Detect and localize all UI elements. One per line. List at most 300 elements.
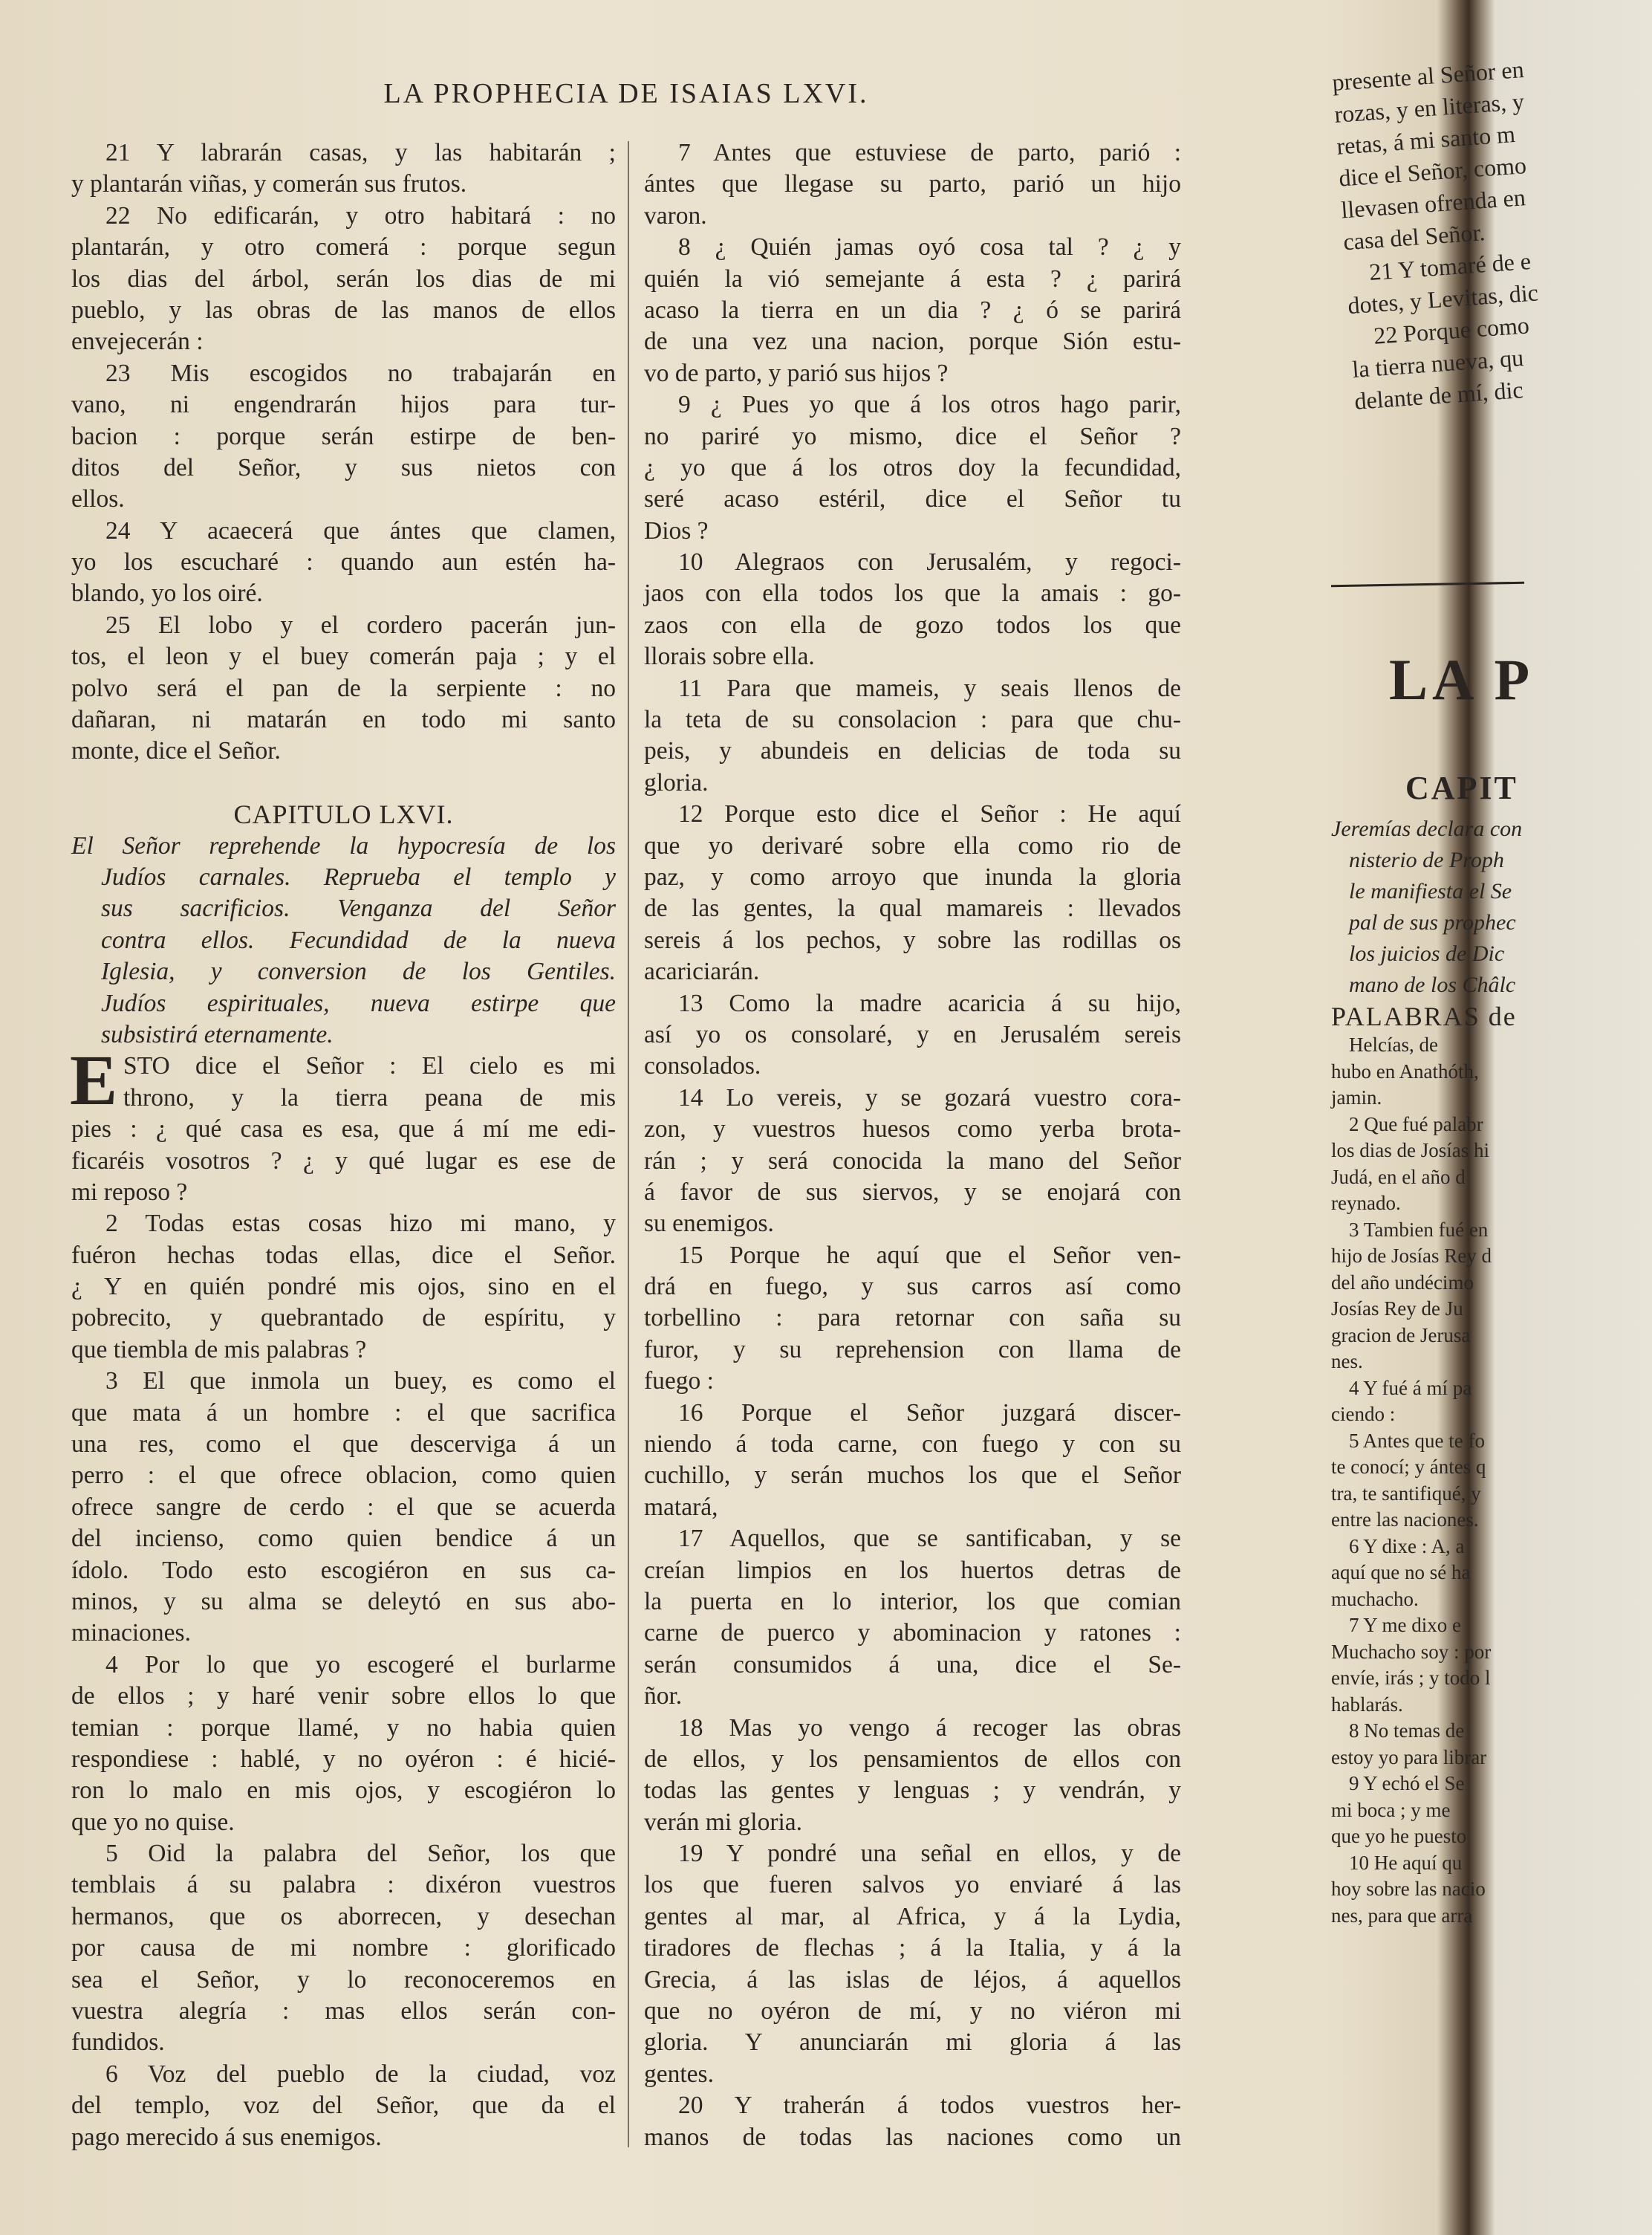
text-line: te conocí; y ántes q xyxy=(1331,1456,1486,1478)
line-text: hermanos, que os aborrecen, y desechan xyxy=(71,1902,616,1930)
text-line xyxy=(71,389,616,421)
text-line xyxy=(644,893,1181,924)
line-text: Iglesia, y conversion de los Gentiles. xyxy=(101,958,616,986)
text-line xyxy=(644,484,1181,515)
blank-line xyxy=(71,768,616,799)
line-text: la puerta en lo interior, los que comian xyxy=(644,1587,1181,1615)
text-line: dotes, y Levitas, dic xyxy=(1347,279,1539,319)
line-text: ditos del Señor, y sus nietos con xyxy=(71,453,616,481)
line-text: furor, y su reprehension con llama de xyxy=(644,1335,1181,1363)
line-text: fuéron hechas todas ellas, dice el Señor. xyxy=(71,1241,616,1269)
line-text: ¿ Y en quién pondré mis ojos, sino en el xyxy=(71,1273,616,1301)
text-line: 2 Que fué palabr xyxy=(1349,1112,1483,1135)
line-text: gentes. xyxy=(644,2060,714,2088)
text-line xyxy=(644,1271,1181,1303)
text-line xyxy=(644,1744,1181,1775)
line-text: quién la vió semejante á esta ? ¿ parirá xyxy=(644,265,1181,293)
line-text: Judíos carnales. Reprueba el templo y xyxy=(101,863,616,891)
text-line: rozas, y en literas, y xyxy=(1333,88,1526,128)
text-line: entre las naciones. xyxy=(1331,1508,1479,1531)
line-text: consolados. xyxy=(644,1052,761,1080)
line-text: mi reposo ? xyxy=(71,1178,188,1206)
text-line xyxy=(71,452,616,484)
text-line xyxy=(644,326,1181,357)
book-title: LA P xyxy=(1389,647,1535,712)
line-text: ofrece sangre de cerdo : el que se acuerda xyxy=(71,1493,616,1521)
line-text: respondiese : hablé, y no oyéron : é hicié- xyxy=(71,1745,616,1773)
line-text: verán mi gloria. xyxy=(644,1808,803,1836)
line-text: 15 Porque he aquí que el Señor ven- xyxy=(678,1241,1181,1269)
text-line: envíe, irás ; y todo l xyxy=(1331,1667,1491,1689)
text-line xyxy=(71,1460,616,1491)
text-line xyxy=(71,1901,616,1933)
line-text: por causa de mi nombre : glorificado xyxy=(71,1934,616,1962)
line-text: dañaran, ni matarán en todo mi santo xyxy=(71,706,616,734)
line-text: que mata á un hombre : el que sacrifica xyxy=(71,1398,616,1427)
text-line xyxy=(71,295,616,326)
text-line xyxy=(71,1996,616,2027)
text-line xyxy=(644,1586,1181,1618)
line-text: del templo, voz del Señor, que da el xyxy=(71,2092,616,2120)
line-text: 23 Mis escogidos no trabajarán en xyxy=(105,359,616,387)
text-line: gracion de Jerusa xyxy=(1331,1323,1471,1346)
text-line xyxy=(71,1146,616,1177)
text-line xyxy=(71,1366,616,1397)
text-line xyxy=(644,768,1181,799)
text-line xyxy=(71,1713,616,1744)
chapter-summary-line xyxy=(71,925,616,956)
text-line xyxy=(71,1618,616,1649)
text-line xyxy=(644,1523,1181,1554)
text-line xyxy=(644,736,1181,767)
text-line xyxy=(71,1492,616,1523)
line-text: que yo derivaré sobre ella como rio de xyxy=(644,831,1181,860)
line-text: no pariré yo mismo, dice el Señor ? xyxy=(644,422,1181,450)
text-line xyxy=(644,862,1181,893)
line-text: serán consumidos á una, dice el Se- xyxy=(644,1650,1181,1678)
line-text: llorais sobre ella. xyxy=(644,643,815,671)
line-text: gentes al mar, al Africa, y á la Lydia, xyxy=(644,1902,1181,1930)
text-line xyxy=(644,1083,1181,1114)
text-line xyxy=(644,1807,1181,1838)
line-text: polvo será el pan de la serpiente : no xyxy=(71,674,616,702)
text-line xyxy=(644,641,1181,672)
text-line xyxy=(71,1240,616,1271)
text-line xyxy=(71,1429,616,1460)
chapter-summary-line xyxy=(71,831,616,862)
line-text: 16 Porque el Señor juzgará discer- xyxy=(678,1398,1181,1427)
text-line: 5 Antes que te fo xyxy=(1349,1429,1485,1452)
text-line xyxy=(71,421,616,452)
line-text: Dios ? xyxy=(644,516,709,545)
line-text: envejecerán : xyxy=(71,328,204,356)
line-text: pies : ¿ qué casa es esa, que á mí me edi- xyxy=(71,1115,616,1144)
facing-page-body xyxy=(1331,814,1628,1929)
text-line xyxy=(644,547,1181,578)
line-text: vano, ni engendrarán hijos para tur- xyxy=(71,391,616,419)
line-text: pueblo, y las obras de las manos de ellos xyxy=(71,296,616,324)
line-text: ficaréis vosotros ? ¿ y qué lugar es ese de xyxy=(71,1146,616,1175)
text-line: casa del Señor. xyxy=(1342,218,1486,256)
text-line xyxy=(71,704,616,736)
text-line xyxy=(71,1775,616,1806)
text-line xyxy=(644,610,1181,641)
line-text: de una vez una nacion, porque Sión estu- xyxy=(644,328,1181,356)
line-text: Grecia, á las islas de léjos, á aquellos xyxy=(644,1965,1181,1994)
text-line: Judá, en el año d xyxy=(1331,1165,1466,1188)
chapter-summary-line xyxy=(71,862,616,893)
line-text: 3 El que inmola un buey, es como el xyxy=(105,1367,616,1395)
line-text: vuestra alegría : mas ellos serán con- xyxy=(71,1997,616,2025)
text-line xyxy=(71,137,616,169)
line-text: 20 Y traherán á todos vuestros her- xyxy=(678,2092,1181,2120)
line-text: gloria. Y anunciarán mi gloria á las xyxy=(644,2028,1181,2057)
line-text: ron lo malo en mis ojos, y escogiéron lo xyxy=(71,1777,616,1805)
line-text: sus sacrificios. Venganza del Señor xyxy=(101,895,616,923)
text-line xyxy=(644,956,1181,987)
line-text: acaso la tierra en un dia ? ¿ ó se parirá xyxy=(644,296,1181,324)
text-line xyxy=(71,610,616,641)
line-text: los que fueren salvos yo enviaré á las xyxy=(644,1871,1181,1899)
line-text: varon. xyxy=(644,201,707,230)
text-line xyxy=(644,1240,1181,1271)
text-line xyxy=(644,421,1181,452)
text-line xyxy=(644,831,1181,862)
text-line xyxy=(644,578,1181,609)
line-text: fundidos. xyxy=(71,2028,165,2057)
line-text: bacion : porque serán estirpe de ben- xyxy=(71,422,616,450)
line-text: paz, y como arroyo que inunda la gloria xyxy=(644,863,1181,891)
text-line: muchacho. xyxy=(1331,1587,1419,1610)
text-line xyxy=(71,169,616,200)
text-line: 6 Y dixe : A, a xyxy=(1349,1534,1465,1557)
line-text: tos, el leon y el buey comerán paja ; y el xyxy=(71,643,616,671)
text-line: presente al Señor en xyxy=(1331,55,1525,96)
line-text: temblais á su palabra : dixéron vuestros xyxy=(71,1871,616,1899)
text-line xyxy=(644,1429,1181,1460)
text-line: hablarás. xyxy=(1331,1693,1403,1716)
text-line xyxy=(644,1051,1181,1082)
line-text: 24 Y acaecerá que ántes que clamen, xyxy=(105,516,616,545)
line-text: 12 Porque esto dice el Señor : He aquí xyxy=(678,800,1181,828)
chapter-summary-line: pal de sus prophec xyxy=(1349,910,1516,935)
line-text: blando, yo los oiré. xyxy=(71,580,263,608)
text-line xyxy=(71,547,616,578)
text-line: hubo en Anathóth, xyxy=(1331,1060,1479,1083)
text-line xyxy=(71,484,616,515)
text-line xyxy=(644,1492,1181,1523)
line-text: matará, xyxy=(644,1493,718,1521)
line-text: que tiembla de mis palabras ? xyxy=(71,1335,367,1363)
line-text: que yo no quise. xyxy=(71,1808,235,1836)
text-line xyxy=(644,452,1181,484)
text-line xyxy=(644,1838,1181,1869)
chapter-heading: CAPITULO LXVI. xyxy=(233,799,454,830)
text-line xyxy=(71,673,616,704)
line-text: throno, y la tierra peana de mis xyxy=(123,1083,616,1112)
text-line xyxy=(71,641,616,672)
text-line: llevasen ofrenda en xyxy=(1340,184,1526,224)
line-text: torbellino : para retornar con saña su xyxy=(644,1304,1181,1332)
text-line xyxy=(644,1996,1181,2027)
text-line: Josías Rey de Ju xyxy=(1331,1297,1463,1320)
text-line xyxy=(644,1869,1181,1901)
text-line xyxy=(644,2059,1181,2090)
line-text: 4 Por lo que yo escogeré el burlarme xyxy=(105,1650,616,1678)
line-text: ¿ yo que á los otros doy la fecundidad, xyxy=(644,453,1181,481)
text-line xyxy=(71,736,616,767)
section-rule xyxy=(1331,582,1524,588)
text-line xyxy=(644,1366,1181,1397)
text-line xyxy=(644,1114,1181,1145)
text-line: dice el Señor, como xyxy=(1338,152,1527,192)
text-line xyxy=(644,1177,1181,1208)
line-text: yo los escucharé : quando aun estén ha- xyxy=(71,548,616,577)
chapter-summary-line xyxy=(71,956,616,987)
text-line: 9 Y echó el Se xyxy=(1349,1772,1465,1794)
chapter-summary-line xyxy=(71,988,616,1019)
text-line xyxy=(71,1807,616,1838)
text-line xyxy=(71,1586,616,1618)
line-text: peis, y abundeis en delicias de toda su xyxy=(644,737,1181,765)
text-line xyxy=(71,358,616,389)
text-line xyxy=(644,389,1181,421)
text-line xyxy=(71,1650,616,1681)
text-line xyxy=(71,1303,616,1334)
line-text: rán ; y será conocida la mano del Señor xyxy=(644,1146,1181,1175)
text-line xyxy=(644,1555,1181,1586)
text-line xyxy=(644,673,1181,704)
text-line: jamin. xyxy=(1331,1086,1382,1109)
line-text: á favor de sus siervos, y se enojará con xyxy=(644,1178,1181,1206)
text-line: ciendo : xyxy=(1331,1403,1396,1425)
line-text: 21 Y labrarán casas, y las habitarán ; xyxy=(105,139,616,166)
line-text: jaos con ella todos los que la amais : go- xyxy=(644,580,1181,608)
text-line xyxy=(71,516,616,547)
line-text: 7 Antes que estuviese de parto, parió : xyxy=(678,139,1181,166)
text-line xyxy=(71,1838,616,1869)
line-text: 6 Voz del pueblo de la ciudad, voz xyxy=(105,2060,616,2088)
line-text: los dias del árbol, serán los dias de mi xyxy=(71,265,616,293)
line-text: plantarán, y otro comerá : porque segun xyxy=(71,233,616,262)
running-header: LA PROPHECIA DE ISAIAS LXVI. xyxy=(383,78,869,109)
text-line: los dias de Josías hi xyxy=(1331,1139,1489,1161)
text-line: delante de mí, dic xyxy=(1353,376,1524,415)
text-line: hoy sobre las nacio xyxy=(1331,1878,1486,1900)
line-text: 22 No edificarán, y otro habitará : no xyxy=(105,201,616,230)
text-line xyxy=(71,1555,616,1586)
line-text: ñor. xyxy=(644,1682,683,1710)
text-line xyxy=(644,516,1181,547)
line-text: sereis á los pechos, y sobre las rodillas os xyxy=(644,926,1181,954)
text-line xyxy=(71,578,616,609)
chapter-summary-line xyxy=(71,1019,616,1051)
line-text: STO dice el Señor : El cielo es mi xyxy=(123,1052,616,1080)
line-text: que no oyéron de mí, y no viéron mi xyxy=(644,1997,1181,2025)
line-text: zaos con ella de gozo todos los que xyxy=(644,611,1181,639)
text-line xyxy=(71,1933,616,1964)
text-line: estoy yo para librar xyxy=(1331,1745,1487,1768)
text-line xyxy=(71,1208,616,1239)
chapter-summary-line: mano de los Châlc xyxy=(1349,973,1516,997)
text-line xyxy=(644,232,1181,263)
line-text: manos de todas las naciones como un xyxy=(644,2123,1181,2151)
text-line: 22 Porque como xyxy=(1373,311,1530,349)
line-text: de ellos ; y haré venir sobre ellos lo que xyxy=(71,1682,616,1710)
line-text: su enemigos. xyxy=(644,1210,774,1238)
line-text: 11 Para que mameis, y seais llenos de xyxy=(678,674,1181,702)
text-line xyxy=(71,1523,616,1554)
text-line xyxy=(71,2122,616,2153)
line-text: monte, dice el Señor. xyxy=(71,737,281,765)
line-text: minos, y su alma se deleytó en sus abo- xyxy=(71,1587,616,1615)
line-text: una res, como el que descerviga á un xyxy=(71,1430,616,1459)
text-line xyxy=(71,1744,616,1775)
text-line: hijo de Josías Rey d xyxy=(1331,1245,1492,1267)
text-line: nes, para que arra xyxy=(1331,1904,1473,1927)
text-line xyxy=(71,2090,616,2121)
line-text: sea el Señor, y lo reconoceremos en xyxy=(71,1965,616,1994)
line-text: cuchillo, y serán muchos los que el Señor xyxy=(644,1462,1181,1490)
line-text: todas las gentes y lenguas ; y vendrán, y xyxy=(644,1777,1181,1805)
line-text: vo de parto, y parió sus hijos ? xyxy=(644,359,949,387)
chapter-summary-line xyxy=(71,893,616,924)
line-text: El Señor reprehende la hypocresía de los xyxy=(71,831,616,860)
line-text: fuego : xyxy=(644,1367,714,1395)
line-text: ídolo. Todo esto escogiéron en sus ca- xyxy=(71,1556,616,1584)
line-text: creían limpios en los huertos detras de xyxy=(644,1556,1181,1584)
chapter-summary-line: nisterio de Proph xyxy=(1349,848,1504,872)
line-text: de las gentes, la qual mamareis : llevados xyxy=(644,895,1181,923)
text-line: 7 Y me dixo e xyxy=(1349,1614,1461,1636)
text-line xyxy=(644,295,1181,326)
text-line xyxy=(71,232,616,263)
line-text: pago merecido á sus enemigos. xyxy=(71,2123,382,2151)
line-text: 13 Como la madre acaricia á su hijo, xyxy=(678,989,1181,1017)
text-line xyxy=(644,201,1181,232)
chapter-summary-line: los juicios de Dic xyxy=(1349,941,1505,966)
line-text: minaciones. xyxy=(71,1619,191,1647)
line-text: tiradores de flechas ; á la Italia, y á la xyxy=(644,1934,1181,1962)
text-line xyxy=(644,1933,1181,1964)
line-text: 18 Mas yo vengo á recoger las obras xyxy=(678,1713,1181,1742)
text-line: 21 Y tomaré de e xyxy=(1368,247,1532,286)
text-line xyxy=(71,1965,616,1996)
text-line xyxy=(71,1083,616,1114)
text-line xyxy=(644,1713,1181,1744)
text-line: PALABRAS de xyxy=(1331,1002,1517,1031)
text-line: la tierra nueva, qu xyxy=(1351,343,1525,383)
text-line: Helcías, de xyxy=(1349,1034,1438,1056)
line-text: pobrecito, y quebrantado de espíritu, y xyxy=(71,1304,616,1332)
line-text: niendo á toda carne, con fuego y con su xyxy=(644,1430,1181,1459)
text-line xyxy=(644,1775,1181,1806)
chapter-heading: CAPIT xyxy=(1405,770,1518,806)
text-line: 10 He aquí qu xyxy=(1349,1851,1463,1874)
text-line xyxy=(644,1019,1181,1051)
text-line xyxy=(71,1177,616,1208)
text-line xyxy=(644,2122,1181,2153)
text-line: 4 Y fué á mí pa xyxy=(1349,1376,1472,1399)
text-line xyxy=(71,1398,616,1429)
line-text: subsistirá eternamente. xyxy=(101,1020,334,1048)
chapter-summary-line: le manifiesta el Se xyxy=(1349,879,1512,904)
line-text: así yo os consolaré, y en Jerusalém sereis xyxy=(644,1020,1181,1048)
text-line: tra, te santifiqué, y xyxy=(1331,1482,1481,1505)
text-line xyxy=(71,2059,616,2090)
line-text: perro : el que ofrece oblacion, como quien xyxy=(71,1462,616,1490)
line-text: contra ellos. Fecundidad de la nueva xyxy=(101,926,616,954)
text-line xyxy=(71,1869,616,1901)
text-line: mi boca ; y me xyxy=(1331,1798,1451,1821)
text-line: Muchacho soy : por xyxy=(1331,1640,1492,1663)
text-line xyxy=(644,1303,1181,1334)
text-line: que yo he puesto xyxy=(1331,1825,1467,1847)
line-text: 8 ¿ Quién jamas oyó cosa tal ? ¿ y xyxy=(678,233,1181,262)
text-line xyxy=(644,988,1181,1019)
line-text: drá en fuego, y sus carros así como xyxy=(644,1273,1181,1301)
text-line: del año undécimo xyxy=(1331,1271,1474,1294)
text-line: aquí que no sé ha xyxy=(1331,1561,1471,1583)
text-line xyxy=(71,2027,616,2058)
text-line xyxy=(71,1681,616,1712)
line-text: Judíos espirituales, nueva estirpe que xyxy=(101,989,616,1017)
line-text: carne de puerco y abominacion y ratones : xyxy=(644,1619,1181,1647)
line-text: y plantarán viñas, y comerán sus frutos. xyxy=(71,170,467,198)
line-text: 19 Y pondré una señal en ellos, y de xyxy=(678,1840,1181,1868)
text-line xyxy=(71,1271,616,1303)
text-line xyxy=(644,1681,1181,1712)
text-line: retas, á mi santo m xyxy=(1336,120,1516,160)
text-line xyxy=(644,799,1181,830)
text-line xyxy=(71,1334,616,1366)
left-column xyxy=(71,137,616,2153)
line-text: temian : porque llamé, y no habia quien xyxy=(71,1713,616,1742)
text-line: nes. xyxy=(1331,1350,1363,1372)
text-line xyxy=(644,925,1181,956)
line-text: de ellos, y los pensamientos de ellos con xyxy=(644,1745,1181,1773)
drop-cap: E xyxy=(70,1040,118,1120)
text-line xyxy=(644,1460,1181,1491)
line-text: seré acaso estéril, dice el Señor tu xyxy=(644,485,1181,513)
line-text: zon, y vuestros huesos como yerba brota- xyxy=(644,1115,1181,1144)
text-line xyxy=(644,1146,1181,1177)
text-line xyxy=(644,1650,1181,1681)
chapter-summary-line: Jeremías declara con xyxy=(1331,817,1523,841)
text-line: reynado. xyxy=(1331,1192,1401,1214)
middle-column xyxy=(644,137,1181,2153)
text-line xyxy=(644,1901,1181,1933)
line-text: del incienso, como quien bendice á un xyxy=(71,1525,616,1553)
line-text: gloria. xyxy=(644,768,709,797)
text-line: 3 Tambien fué en xyxy=(1349,1218,1489,1241)
text-line xyxy=(644,704,1181,736)
line-text: 10 Alegraos con Jerusalém, y regoci- xyxy=(678,548,1181,577)
line-text: 9 ¿ Pues yo que á los otros hago parir, xyxy=(678,391,1181,419)
text-line xyxy=(644,1618,1181,1649)
text-line xyxy=(644,169,1181,200)
line-text: ántes que llegase su parto, parió un hijo xyxy=(644,170,1181,198)
facing-page-top-text xyxy=(1331,46,1652,418)
text-line xyxy=(644,137,1181,169)
line-text: ellos. xyxy=(71,485,125,513)
line-text: 5 Oid la palabra del Señor, los que xyxy=(105,1840,616,1868)
text-line xyxy=(71,264,616,295)
text-line xyxy=(71,1114,616,1145)
line-text: 14 Lo vereis, y se gozará vuestro cora- xyxy=(678,1083,1181,1112)
text-line: 8 No temas de xyxy=(1349,1719,1465,1742)
text-line xyxy=(644,1398,1181,1429)
